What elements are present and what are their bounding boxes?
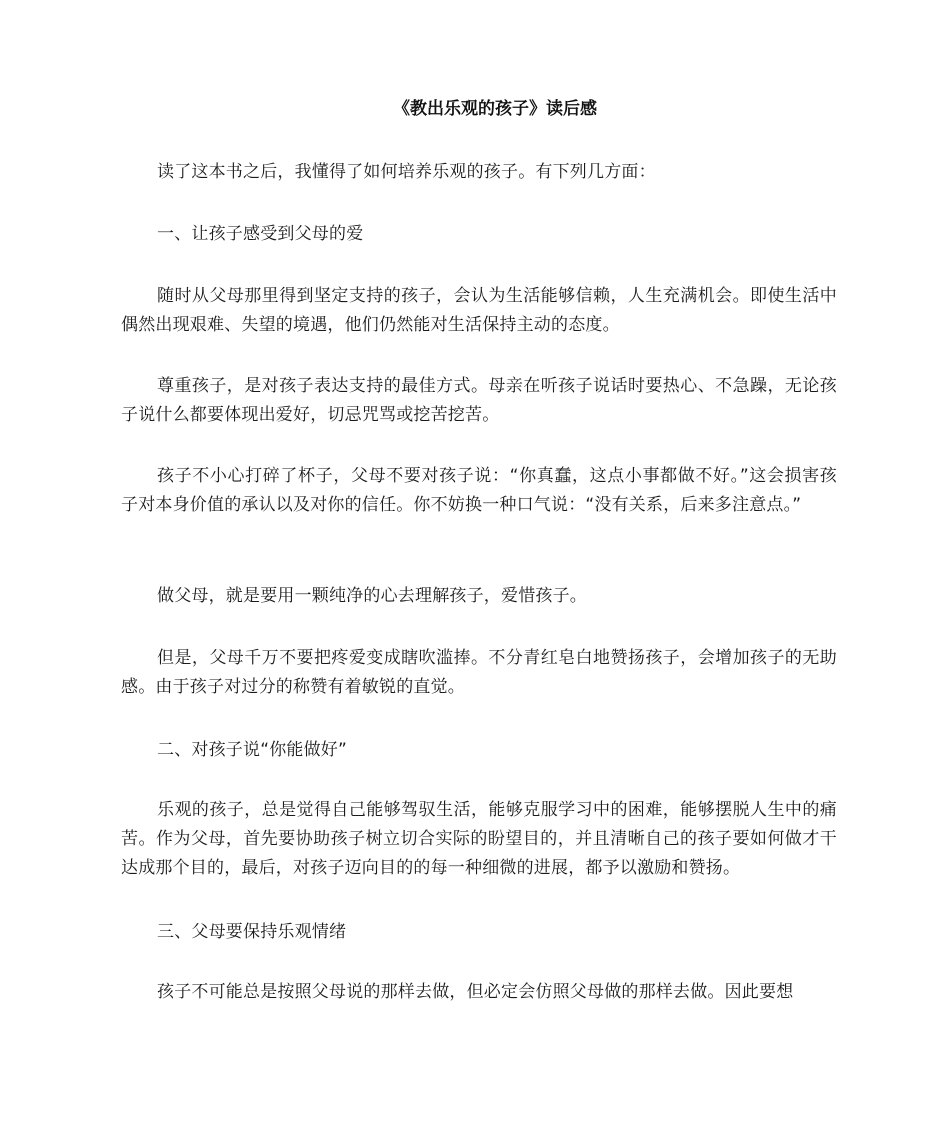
paragraph-overpraise: 但是，父母千万不要把疼爱变成瞎吹滥捧。不分青红皂白地赞扬孩子，会增加孩子的无助感。由于孩子对过分的称赞有着敏锐的直觉。 <box>121 648 837 697</box>
paragraph-pure-heart: 做父母，就是要用一颗纯净的心去理解孩子，爱惜孩子。 <box>157 586 587 606</box>
section-heading-2: 二、对孩子说“你能做好” <box>157 740 348 760</box>
paragraph-optimistic-child: 乐观的孩子，总是觉得自己能够驾驭生活，能够克服学习中的困难，能够摆脱人生中的痛苦。作为父母，首先要协助孩子树立切合实际的盼望目的，并且清晰自己的孩子要如何做才干达成那个目的，最后，对孩子迈向目的的每一种细微的进展，都予以激励和赞扬。 <box>121 800 837 878</box>
section-heading-1: 一、让孩子感受到父母的爱 <box>157 224 364 244</box>
paragraph-intro: 读了这本书之后，我懂得了如何培养乐观的孩子。有下列几方面： <box>157 162 656 182</box>
paragraph-respect: 尊重孩子，是对孩子表达支持的最佳方式。母亲在听孩子说话时要热心、不急躁，无论孩子说什么都要体现出爱好，切忌咒骂或挖苦挖苦。 <box>121 376 837 425</box>
section-heading-3: 三、父母要保持乐观情绪 <box>157 922 347 942</box>
document-title: 《教出乐观的孩子》读后感 <box>393 99 597 119</box>
paragraph-cup-example: 孩子不小心打碎了杯子，父母不要对孩子说：“你真蠢，这点小事都做不好。”这会损害孩子对本身价值的承认以及对你的信任。你不妨换一种口气说：“没有关系，后来多注意点。” <box>121 466 837 515</box>
paragraph-support: 随时从父母那里得到坚定支持的孩子，会认为生活能够信赖，人生充满机会。即使生活中偶然出现艰难、失望的境遇，他们仍然能对生活保持主动的态度。 <box>121 286 837 335</box>
paragraph-imitation: 孩子不可能总是按照父母说的那样去做，但必定会仿照父母做的那样去做。因此要想 <box>157 982 794 1002</box>
